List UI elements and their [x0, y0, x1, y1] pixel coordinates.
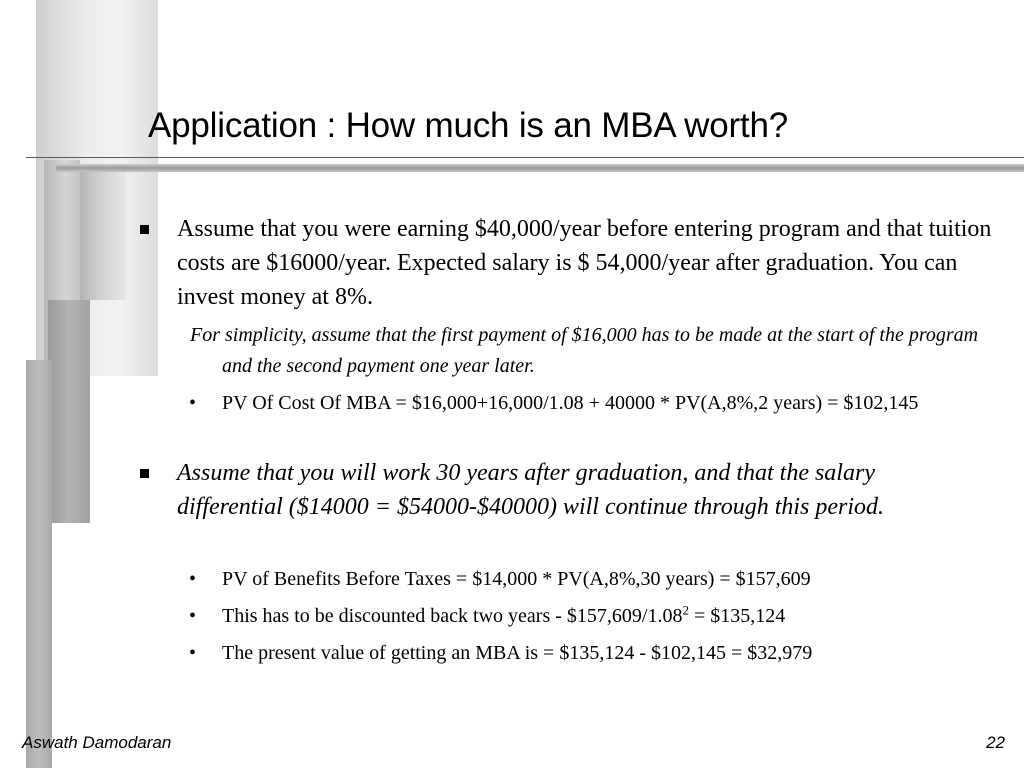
sub-bullet-text-end: = $135,124 [688, 605, 786, 627]
bullet-note [190, 320, 995, 382]
slide-title: Application : How much is an MBA worth? [148, 106, 788, 145]
sub-bullet-text: PV of Benefits Before Taxes = $14,000 * PV(A,8%,30 years) = $157,609 [222, 568, 811, 590]
square-bullet-icon [140, 225, 149, 234]
sub-bullet-item [189, 638, 1012, 669]
sub-bullet-text: The present value of getting an MBA is = $135,124 - $102,145 = $32,979 [222, 642, 813, 664]
note-text: For simplicity, assume that the first payment of $16,000 has to be made at the start of the program and the second payment one year later. [190, 324, 979, 377]
dot-bullet-icon: • [189, 605, 197, 627]
dot-bullet-icon: • [189, 392, 197, 414]
sub-bullet-text: PV Of Cost Of MBA = $16,000+16,000/1.08 + 40000 * PV(A,8%,2 years) = $102,145 [222, 392, 919, 414]
sub-bullet-item [189, 564, 1012, 595]
footer-author: Aswath Damodaran [22, 733, 172, 752]
sub-bullet-item [189, 388, 942, 419]
sub-bullet-item [189, 601, 1012, 632]
sub-bullet-text-start: This has to be discounted back two years - $157,609/1.08 [222, 605, 683, 627]
bullet-text: Assume that you were earning $40,000/year before entering program and that tuition costs are $16000/year. Expected salary is $ 54,000/year after graduation. You can invest money at 8%. [177, 216, 992, 310]
dot-bullet-icon: • [189, 642, 197, 664]
square-bullet-icon [140, 469, 149, 478]
dot-bullet-icon: • [189, 568, 197, 590]
bullet-text: Assume that you will work 30 years after graduation, and that the salary differential ($14000 = $54000-$40000) will continue through this period. [177, 460, 885, 520]
exponent: 2 [682, 602, 689, 618]
footer-page-number: 22 [986, 733, 1005, 752]
bullet-item [177, 212, 992, 314]
bullet-item [177, 456, 977, 524]
